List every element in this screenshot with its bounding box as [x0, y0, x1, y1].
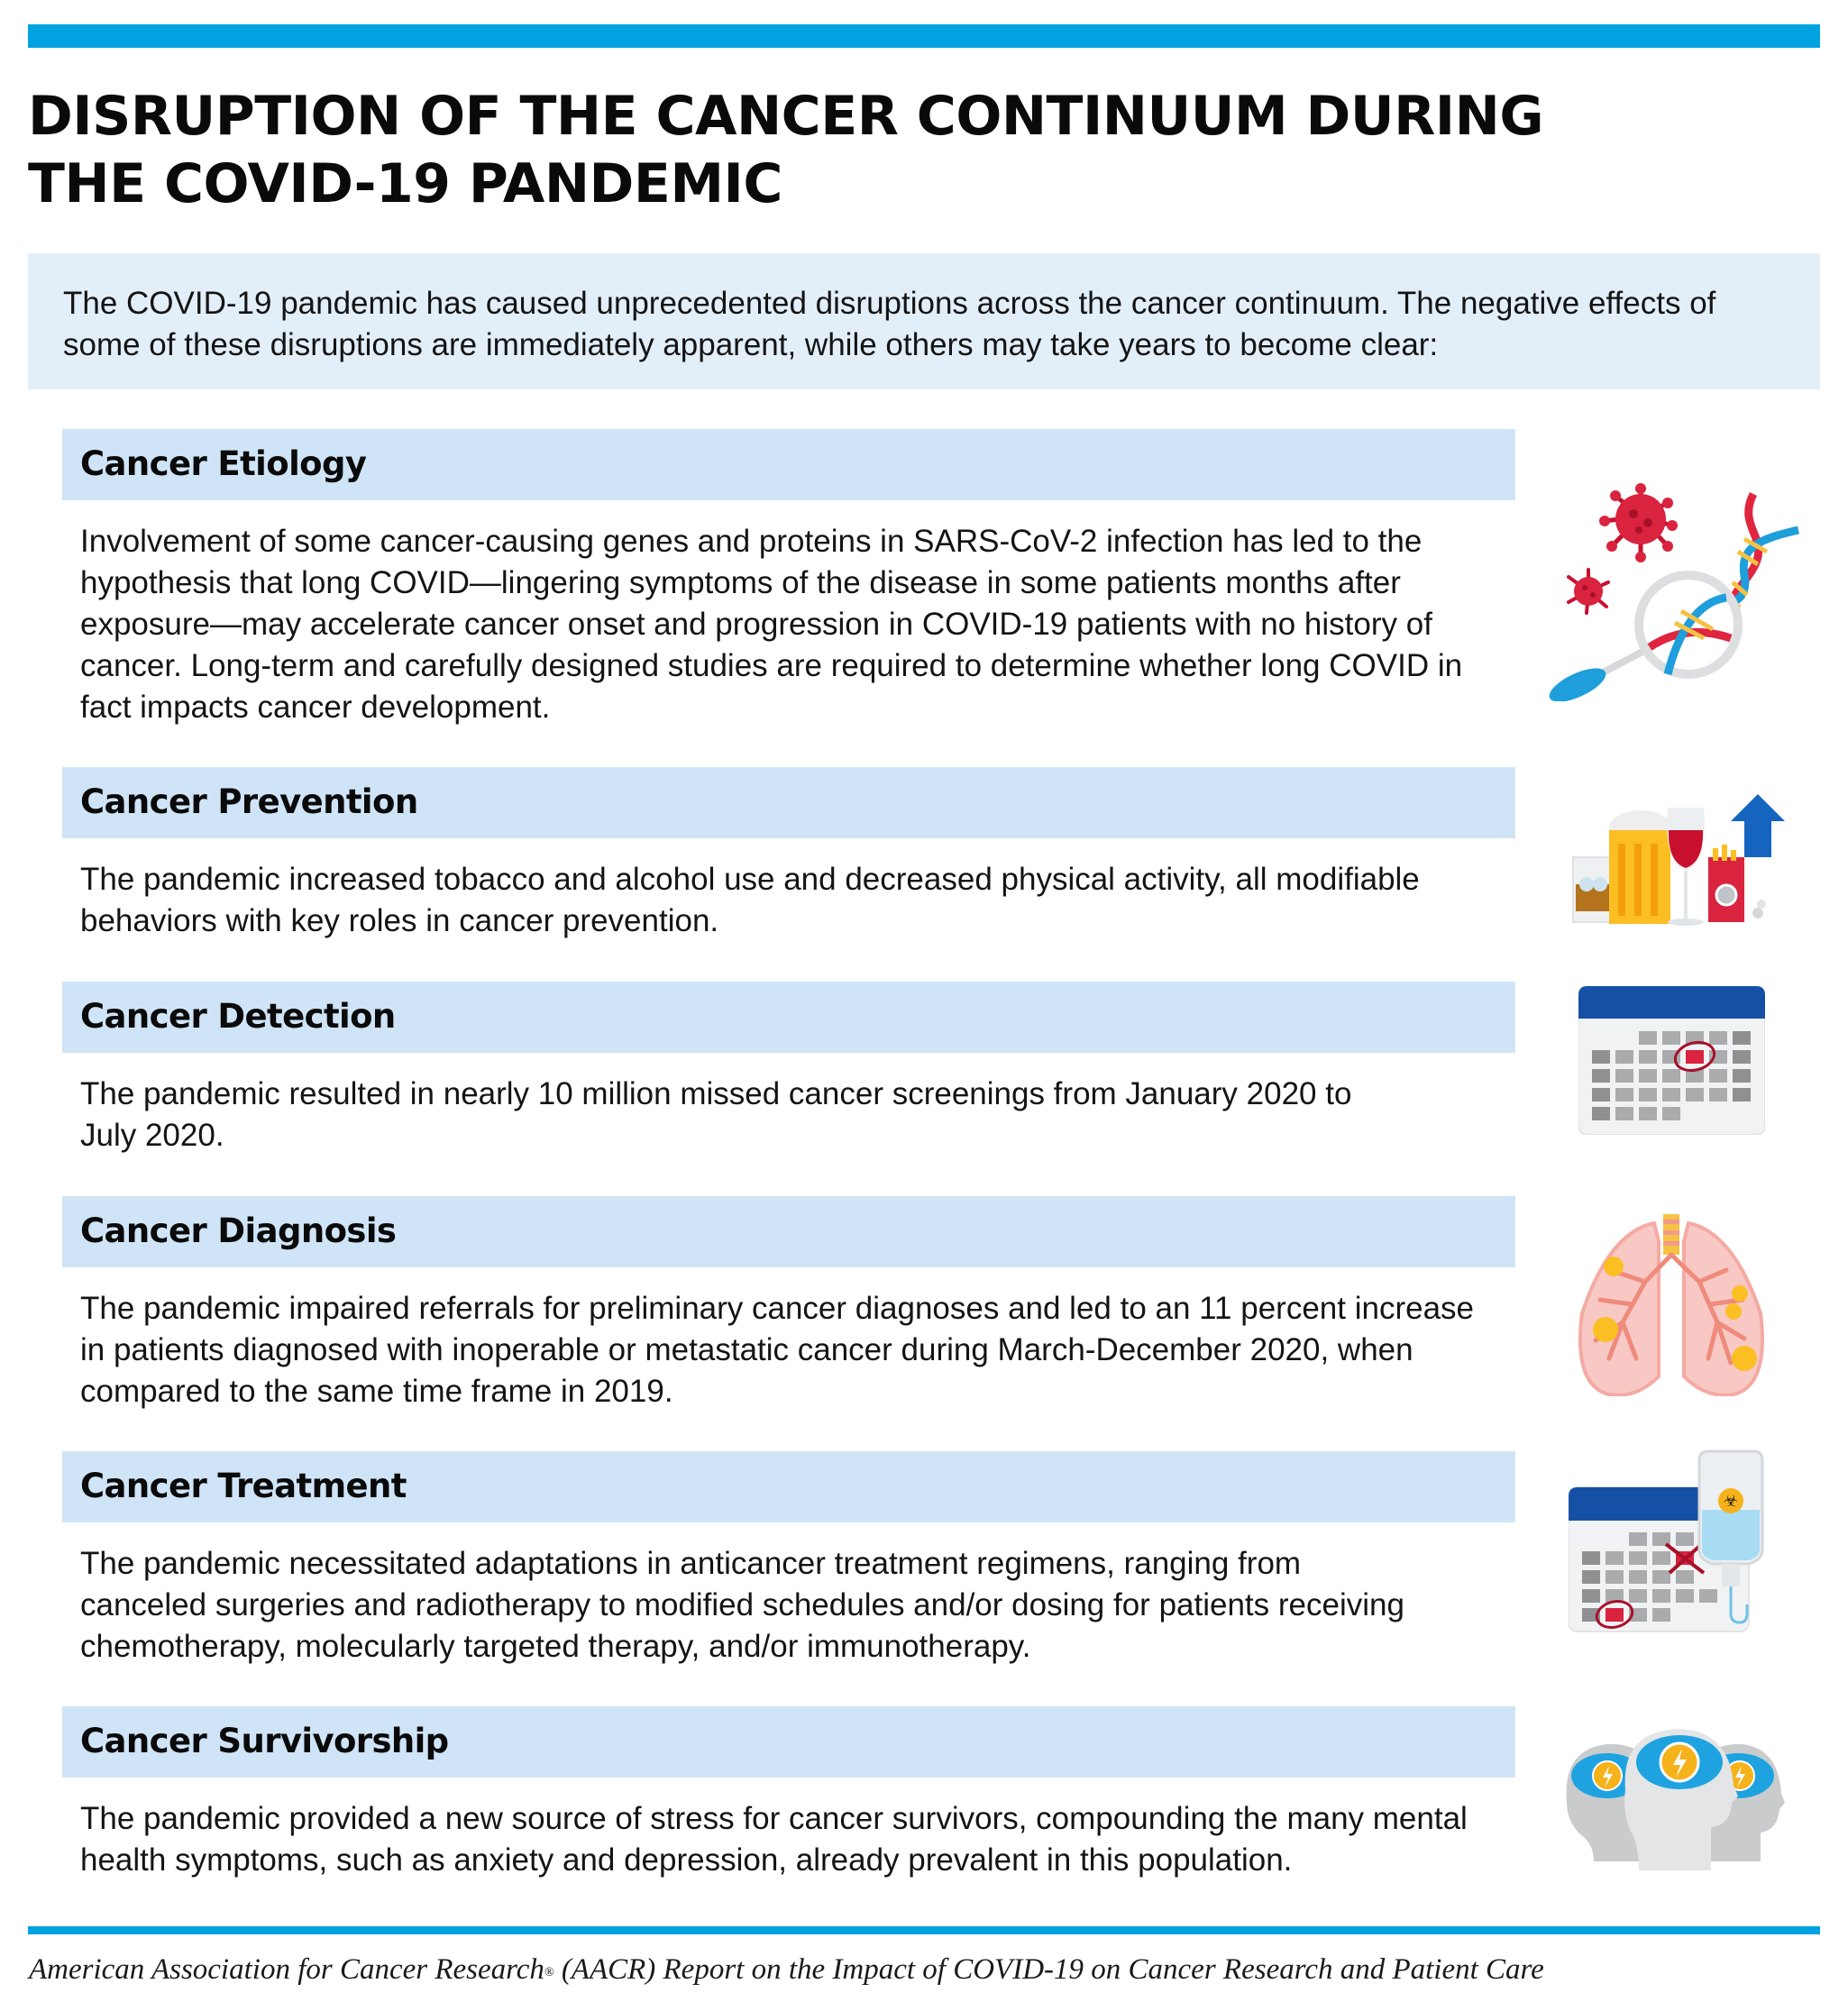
magnifying-glass-icon [1545, 575, 1738, 701]
stressed-heads-icon [1558, 1726, 1788, 1875]
body-line: The pandemic provided a new source of stress for cancer survivors, compounding the many mental [80, 1801, 1468, 1836]
body-line: in patients diagnosed with inoperable or metastatic cancer during March-December 2020, when [80, 1332, 1413, 1367]
footer-report-title: (AACR) Report on the Impact of COVID-19 on Cancer Research and Patient Care [553, 1953, 1544, 1986]
body-line: The pandemic resulted in nearly 10 million missed cancer screenings from January 2020 to [80, 1076, 1352, 1111]
calendar-missed-date-icon [1578, 986, 1765, 1135]
section-header-band [62, 767, 1515, 838]
section-header-band [62, 1451, 1515, 1522]
lungs-tumor-icon [1573, 1214, 1771, 1396]
svg-text:☣: ☣ [1723, 1492, 1739, 1511]
bottom-accent-rule [28, 1926, 1820, 1934]
section-header-band [62, 1706, 1515, 1778]
arrow-up-icon [1731, 794, 1785, 857]
section-heading: Cancer Etiology [80, 444, 367, 483]
body-line: The pandemic increased tobacco and alcohol use and decreased physical activity, all modifiable [80, 862, 1420, 897]
body-line: health symptoms, such as anxiety and depression, already prevalent in this population. [80, 1842, 1293, 1878]
section-heading: Cancer Detection [80, 997, 396, 1036]
page-title-line: DISRUPTION OF THE CANCER CONTINUUM DURING [28, 85, 1544, 148]
section-body [80, 1288, 1474, 1412]
page-title [28, 83, 1543, 218]
intro-box [28, 253, 1820, 389]
body-line: exposure—may accelerate cancer onset and progression in COVID-19 patients with no history of [80, 607, 1432, 642]
intro-line: The COVID-19 pandemic has caused unprecedented disruptions across the cancer continuum. The negative effects of [63, 286, 1716, 321]
registered-mark: ® [544, 1966, 554, 1979]
section-heading: Cancer Prevention [80, 782, 418, 821]
body-line: Involvement of some cancer-causing genes and proteins in SARS-CoV-2 infection has led to the [80, 524, 1423, 559]
body-line: behaviors with key roles in cancer prevention. [80, 903, 719, 938]
section-body [80, 859, 1420, 942]
whiskey-glass-icon [1573, 857, 1614, 922]
alcohol-tobacco-increase-icon [1569, 794, 1785, 929]
top-accent-rule [28, 24, 1820, 48]
page-title-line: THE COVID-19 PANDEMIC [28, 152, 782, 215]
body-line: hypothesis that long COVID—lingering symptoms of the disease in some patients months after [80, 565, 1401, 600]
beer-mug-icon [1609, 810, 1672, 924]
body-line: cancer. Long-term and carefully designed studies are required to determine whether long COVID in [80, 648, 1463, 683]
section-body [80, 1798, 1468, 1881]
section-heading: Cancer Diagnosis [80, 1211, 397, 1250]
virus-large-icon [1599, 483, 1678, 562]
virus-small-icon [1569, 570, 1608, 613]
body-line: July 2020. [80, 1118, 224, 1153]
body-line: The pandemic necessitated adaptations in anticancer treatment regimens, ranging from [80, 1546, 1302, 1581]
footer-org-name: American Association for Cancer Research [29, 1953, 544, 1986]
calendar-iv-bag-icon [1569, 1447, 1772, 1636]
section-body [80, 521, 1462, 728]
section-heading: Cancer Treatment [80, 1467, 407, 1505]
wine-glass-icon [1667, 808, 1705, 926]
body-line: fact impacts cancer development. [80, 690, 551, 725]
body-line: chemotherapy, molecularly targeted therapy, and/or immunotherapy. [80, 1629, 1031, 1664]
footer-citation [29, 1950, 1544, 1989]
body-line: The pandemic impaired referrals for preliminary cancer diagnoses and led to an 11 percent increase [80, 1291, 1474, 1326]
section-header-band [62, 429, 1515, 500]
section-body [80, 1543, 1404, 1668]
section-header-band [62, 982, 1515, 1053]
section-heading: Cancer Survivorship [80, 1722, 449, 1760]
section-header-band [62, 1196, 1515, 1267]
section-body [80, 1074, 1351, 1156]
body-line: canceled surgeries and radiotherapy to modified schedules and/or dosing for patients receiving [80, 1587, 1404, 1623]
body-line: compared to the same time frame in 2019. [80, 1374, 673, 1409]
virus-dna-magnifier-icon [1542, 476, 1812, 701]
intro-text [63, 283, 1715, 366]
intro-line: some of these disruptions are immediately apparent, while others may take years to become clear: [63, 327, 1439, 362]
missed-date-marker [1686, 1050, 1704, 1064]
